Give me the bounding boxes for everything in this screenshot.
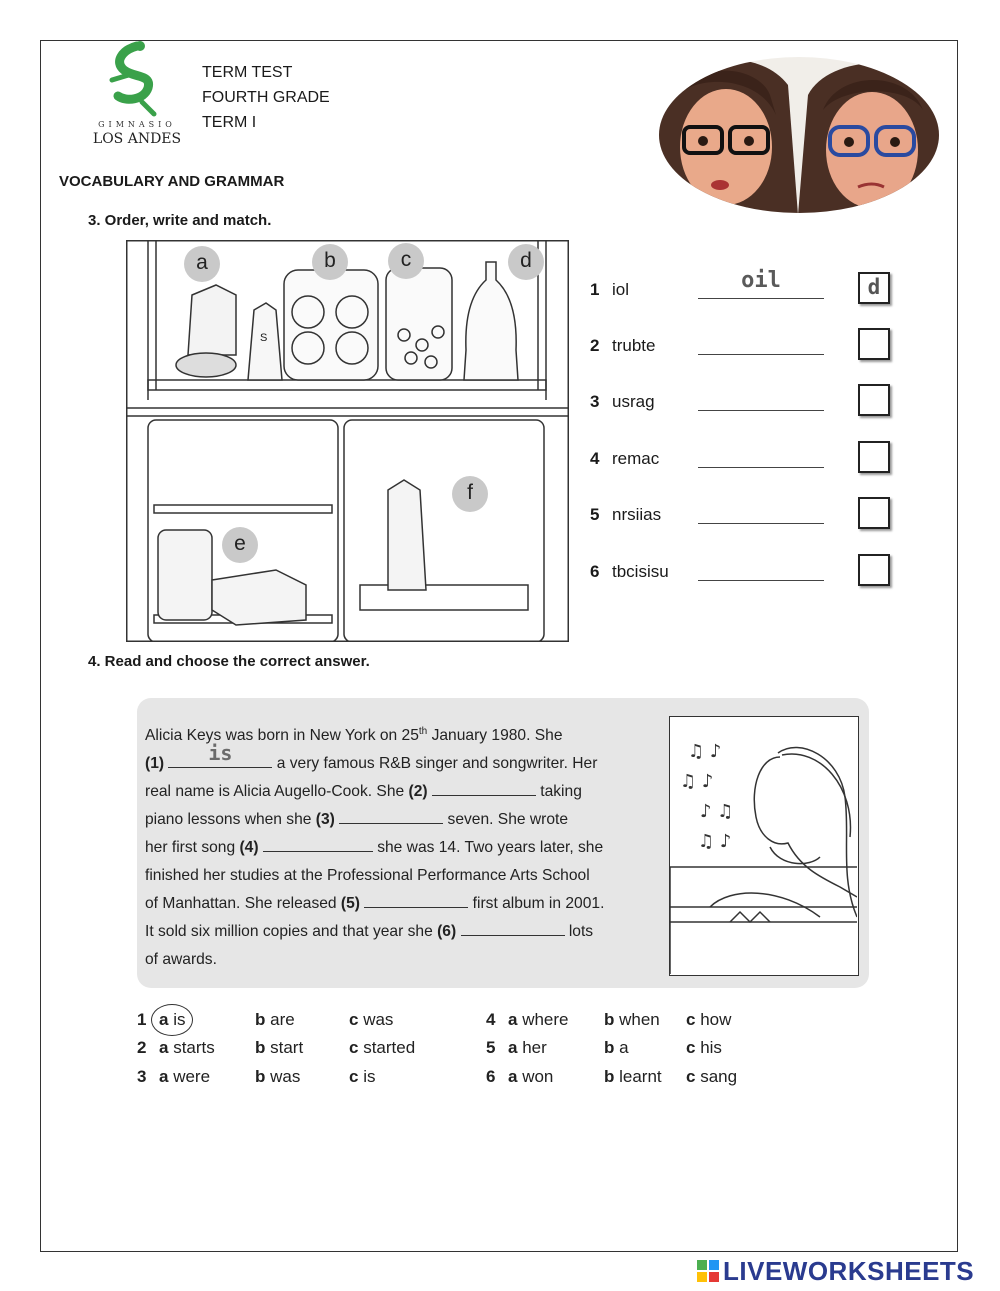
option-text: is xyxy=(363,1067,376,1086)
q3-answer-line xyxy=(698,523,824,524)
q3-answer-line xyxy=(698,467,824,468)
picture-label-d-text: d xyxy=(520,249,532,272)
option-row-2 xyxy=(137,1038,416,1058)
q3-item-number: 3 xyxy=(590,392,600,411)
q3-scrambled-word: nrsiias xyxy=(612,505,662,524)
text-line: seven. She wrote xyxy=(443,811,569,829)
q3-match-letter xyxy=(858,554,890,586)
letter-b: b xyxy=(604,1067,615,1086)
letter-a: a xyxy=(508,1067,518,1086)
music-note-icon: ♫ ♪ xyxy=(688,741,722,762)
liveworksheets-logo-icon xyxy=(697,1260,719,1282)
gap-3-input[interactable] xyxy=(339,809,443,824)
teachers-avatars-illustration xyxy=(658,55,940,215)
option-6c[interactable] xyxy=(686,1067,737,1087)
header-line-1: TERM TEST xyxy=(202,64,293,81)
letter-c: c xyxy=(349,1067,359,1086)
option-4b[interactable] xyxy=(604,1010,660,1030)
picture-label-c-text: c xyxy=(400,248,412,271)
q3-item-4 xyxy=(590,441,900,477)
text-line: It sold six million copies and that year she xyxy=(145,923,438,941)
text-line: lots xyxy=(564,923,594,941)
gap-number-4: (4) xyxy=(239,839,259,857)
letter-c: c xyxy=(686,1067,696,1086)
q3-match-letter: d xyxy=(867,275,881,299)
q3-item-1 xyxy=(590,268,900,308)
q3-scrambled-word: trubte xyxy=(612,336,656,355)
picture-label-e xyxy=(222,527,258,563)
option-text: her xyxy=(522,1038,547,1057)
option-text: learnt xyxy=(619,1067,662,1086)
q3-item-number: 1 xyxy=(590,280,600,299)
text-line: taking xyxy=(535,783,582,801)
q3-match-letter xyxy=(858,384,890,416)
q3-item-number: 4 xyxy=(590,449,600,468)
option-num: 1 xyxy=(137,1010,147,1029)
option-text: are xyxy=(270,1010,295,1029)
q3-item-2 xyxy=(590,328,900,364)
picture-label-f xyxy=(452,476,488,512)
option-1c[interactable] xyxy=(349,1010,393,1030)
picture-label-a-text: a xyxy=(196,251,208,274)
letter-c: c xyxy=(349,1038,359,1057)
letter-b: b xyxy=(604,1038,615,1057)
text-line: Alicia Keys was born in New York on 25 xyxy=(145,727,419,745)
option-num: 2 xyxy=(137,1038,147,1057)
option-num: 5 xyxy=(486,1038,496,1057)
option-4c[interactable] xyxy=(686,1010,731,1030)
liveworksheets-brand: LIVEWORKSHEETS xyxy=(723,1256,975,1286)
q3-item-3 xyxy=(590,384,900,420)
logo-figure-icon xyxy=(82,40,192,120)
option-text: starts xyxy=(173,1038,215,1057)
text-line: finished her studies at the Professional Performance Arts School xyxy=(145,867,590,885)
section-title: VOCABULARY AND GRAMMAR xyxy=(59,173,285,190)
picture-label-f-text: f xyxy=(467,481,473,504)
letter-b: b xyxy=(255,1010,266,1029)
q3-title: 3. Order, write and match. xyxy=(88,212,272,229)
text-line: real name is Alicia Augello-Cook. She xyxy=(145,783,409,801)
q3-answer-line xyxy=(698,410,824,411)
text-line: piano lessons when she xyxy=(145,811,316,829)
q4-options xyxy=(137,1010,777,1100)
text-sup: th xyxy=(418,726,428,737)
reading-panel xyxy=(137,698,869,988)
option-row-1 xyxy=(137,1010,394,1030)
text-line: first album in 2001. xyxy=(468,895,605,913)
q3-item-number: 2 xyxy=(590,336,600,355)
option-text: start xyxy=(270,1038,304,1057)
option-row-4 xyxy=(486,1010,732,1030)
gap-6-input[interactable] xyxy=(461,921,565,936)
option-5c[interactable] xyxy=(686,1038,722,1058)
option-3a[interactable] xyxy=(159,1067,210,1087)
picture-label-b xyxy=(312,244,348,280)
option-3b[interactable] xyxy=(255,1067,300,1087)
singer-illustration xyxy=(669,716,859,976)
gap-number-1: (1) xyxy=(145,755,165,773)
gap-2-input[interactable] xyxy=(432,781,536,796)
option-num: 4 xyxy=(486,1010,496,1029)
option-text: was xyxy=(363,1010,394,1029)
q3-answer-input[interactable]: oil xyxy=(741,268,781,293)
q3-item-number: 6 xyxy=(590,562,600,581)
option-6b[interactable] xyxy=(604,1067,662,1087)
q3-match-letter xyxy=(858,328,890,360)
option-text: was xyxy=(270,1067,301,1086)
header-line-2: FOURTH GRADE xyxy=(202,89,330,106)
option-text: won xyxy=(522,1067,554,1086)
gap-1-answer[interactable]: is xyxy=(208,741,233,766)
option-1b[interactable] xyxy=(255,1010,295,1030)
option-3c[interactable] xyxy=(349,1067,375,1087)
option-num: 3 xyxy=(137,1067,147,1086)
q3-answer-line xyxy=(698,580,824,581)
q3-answer-line xyxy=(698,354,824,355)
text-line: of awards. xyxy=(145,951,217,969)
school-name-top: GIMNASIO xyxy=(98,120,176,129)
option-row-3 xyxy=(137,1067,376,1087)
music-note-icon: ♪ ♫ xyxy=(700,801,734,822)
q3-scrambled-word: remac xyxy=(612,449,660,468)
q4-title: 4. Read and choose the correct answer. xyxy=(88,653,370,670)
letter-b: b xyxy=(604,1010,615,1029)
option-4a[interactable] xyxy=(508,1010,569,1030)
school-logo xyxy=(82,40,192,150)
option-2b[interactable] xyxy=(255,1038,303,1058)
gap-number-3: (3) xyxy=(315,811,335,829)
q3-answer-line xyxy=(698,298,824,299)
gap-4-input[interactable] xyxy=(263,837,373,852)
letter-a: a xyxy=(508,1010,518,1029)
music-note-icon: ♫ ♪ xyxy=(698,831,732,852)
option-text: where xyxy=(522,1010,569,1029)
gap-1-line xyxy=(168,741,272,768)
letter-b: b xyxy=(255,1067,266,1086)
option-text: is xyxy=(173,1010,186,1029)
jar-label: S xyxy=(260,332,268,344)
option-row-6 xyxy=(486,1067,738,1087)
option-text: his xyxy=(700,1038,722,1057)
picture-label-c xyxy=(388,243,424,279)
text-line: her first song xyxy=(145,839,240,857)
letter-a: a xyxy=(159,1067,169,1086)
letter-b: b xyxy=(255,1038,266,1057)
option-num: 6 xyxy=(486,1067,496,1086)
header-line-3: TERM I xyxy=(202,114,257,131)
text-line: a very famous R&B singer and songwriter. Her xyxy=(272,755,598,773)
letter-c: c xyxy=(686,1010,696,1029)
text-line: of Manhattan. She released xyxy=(145,895,341,913)
text-line: she was 14. Two years later, she xyxy=(372,839,604,857)
option-text: started xyxy=(363,1038,416,1057)
gap-5-input[interactable] xyxy=(364,893,468,908)
option-5a[interactable] xyxy=(508,1038,547,1058)
gap-number-6: (6) xyxy=(437,923,457,941)
q3-item-5 xyxy=(590,497,900,533)
reading-text xyxy=(145,718,650,974)
text-line: January 1980. She xyxy=(427,727,563,745)
q3-item-number: 5 xyxy=(590,505,600,524)
option-text: sang xyxy=(700,1067,738,1086)
option-text: were xyxy=(173,1067,211,1086)
picture-label-a xyxy=(184,246,220,282)
gap-number-5: (5) xyxy=(340,895,360,913)
q3-scrambled-word: tbcisisu xyxy=(612,562,669,581)
selected-circle xyxy=(151,1004,193,1036)
music-note-icon: ♫ ♪ xyxy=(680,771,714,792)
letter-c: c xyxy=(686,1038,696,1057)
option-row-5 xyxy=(486,1038,722,1058)
header-block xyxy=(202,60,330,135)
picture-label-d xyxy=(508,244,544,280)
option-text: when xyxy=(619,1010,660,1029)
option-6a[interactable] xyxy=(508,1067,553,1087)
q3-scrambled-word: iol xyxy=(612,280,630,299)
option-text: how xyxy=(700,1010,732,1029)
letter-a: a xyxy=(508,1038,518,1057)
fridge-illustration xyxy=(126,240,569,642)
q3-scrambled-word: usrag xyxy=(612,392,655,411)
q3-match-letter xyxy=(858,441,890,473)
option-5b[interactable] xyxy=(604,1038,629,1058)
picture-label-b-text: b xyxy=(324,249,336,272)
gap-number-2: (2) xyxy=(408,783,428,801)
letter-a: a xyxy=(159,1010,169,1029)
option-2a[interactable] xyxy=(159,1038,215,1058)
school-name-bottom: LOS ANDES xyxy=(92,131,182,147)
picture-label-e-text: e xyxy=(234,532,246,555)
letter-c: c xyxy=(349,1010,359,1029)
letter-a: a xyxy=(159,1038,169,1057)
q3-match-letter xyxy=(858,497,890,529)
q3-item-6 xyxy=(590,554,900,590)
option-text: a xyxy=(619,1038,629,1057)
option-2c[interactable] xyxy=(349,1038,415,1058)
